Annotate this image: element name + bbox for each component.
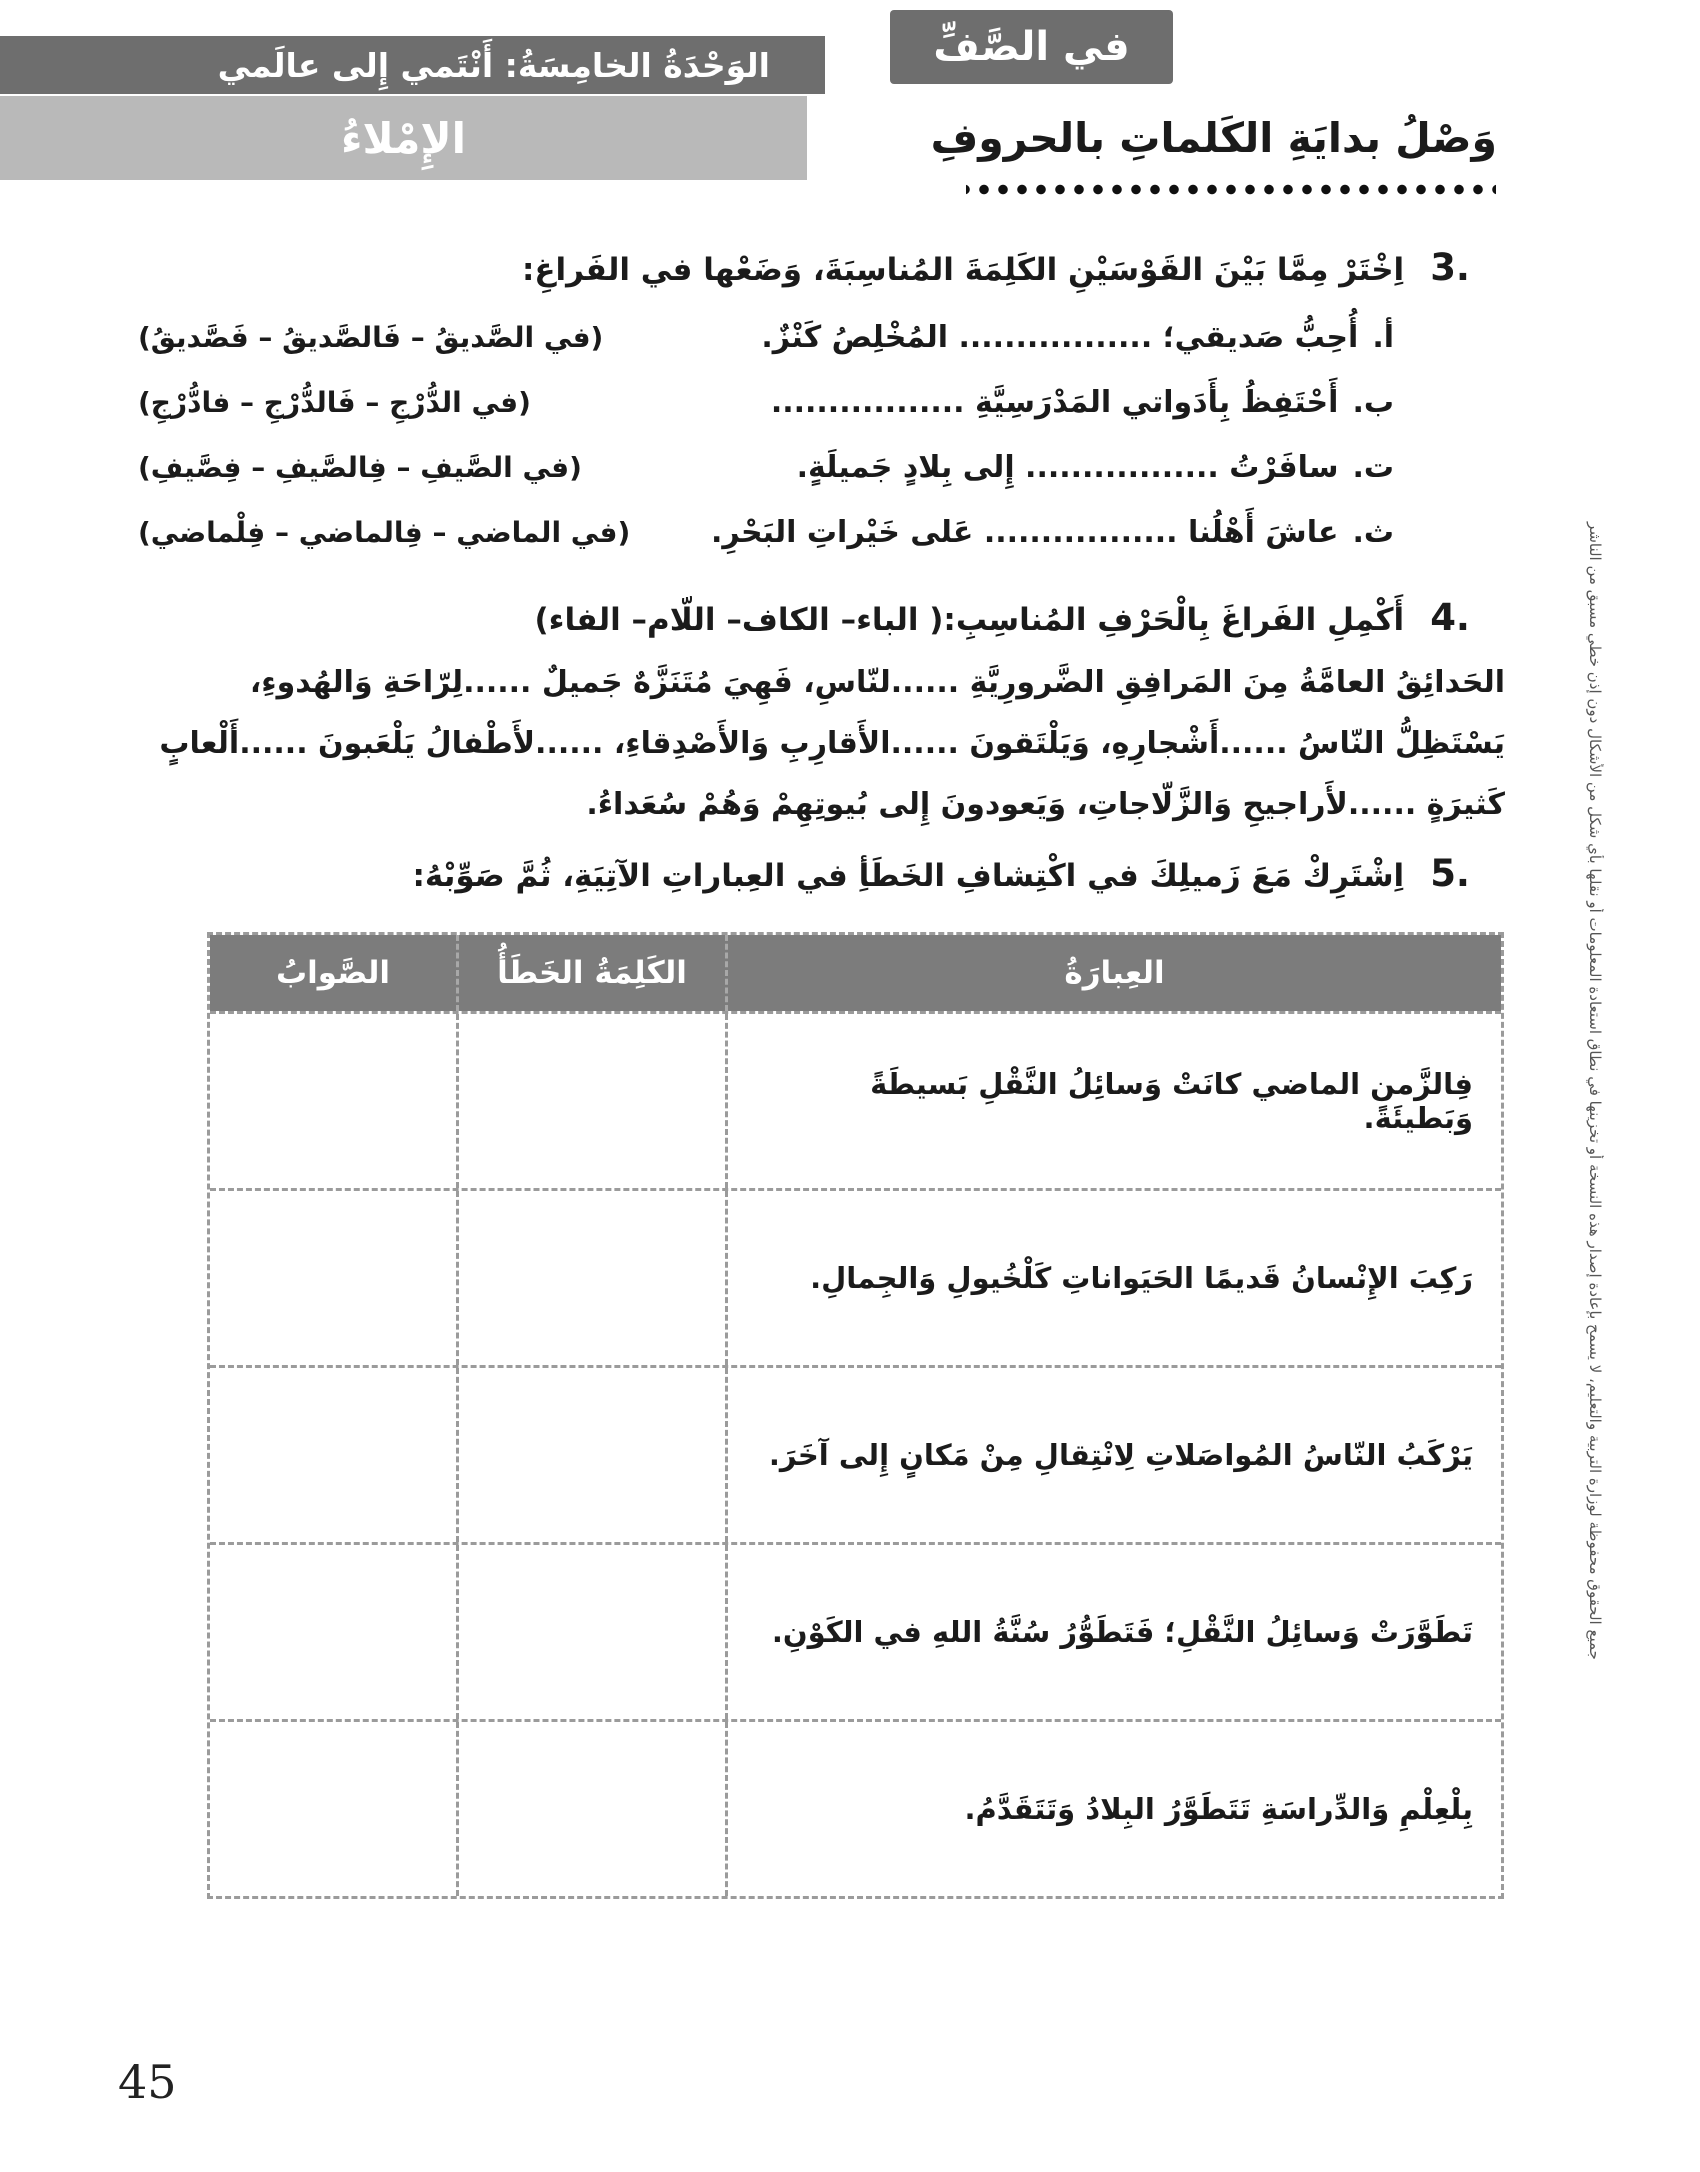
item-text: أَحْتَفِظُ بِأَدَواتي المَدْرَسِيَّةِ .................: [770, 385, 1339, 420]
paragraph-line: يَسْتَظِلُّ النّاسُ ......أَشْجارِهِ، وَيَلْتَقونَ ......الأَقارِبِ وَالأَصْدِقاءِ، ......لأَطْفالُ يَلْعَبونَ ......أَلْعابٍ: [159, 726, 1505, 761]
paragraph-line: الحَدائِقُ العامَّةُ مِنَ المَرافِقِ الضَّرورِيَّةِ ......لنّاسِ، فَهِيَ مُتَنَزَّهٌ جَميلٌ ......لِرّاحَةِ وَالهُدوءِ،: [249, 665, 1505, 700]
item-letter: ب.: [1352, 385, 1394, 420]
wrong-word-cell: [459, 1722, 728, 1896]
unit-banner: [0, 36, 825, 94]
page-number: 45: [118, 2055, 177, 2109]
paragraph-line: كَثيرَةٍ ......لأَراجيحِ وَالزَّلّاجاتِ، وَيَعودونَ إِلى بُيوتِهِمْ وَهُمْ سُعَداءُ.: [586, 787, 1505, 822]
correct-cell: [210, 1368, 459, 1542]
correct-cell: [210, 1014, 459, 1188]
section-label: الإِمْلاءُ: [340, 113, 467, 163]
header-wrong-word: الكَلِمَةُ الخَطَأُ: [459, 935, 728, 1011]
wrong-word-cell: [459, 1014, 728, 1188]
item-text: سافَرْتُ ................. إِلى بِلادٍ جَميلَةٍ.: [796, 450, 1339, 485]
phrase-cell: فِالزَّمن الماضي كانَتْ وَسائِلُ النَّقْلِ بَسيطَةً وَبَطيئَةً.: [870, 1067, 1473, 1135]
wrong-word-cell: [459, 1191, 728, 1365]
correct-cell: [210, 1545, 459, 1719]
exercise3-items: [138, 305, 1394, 565]
table-header-row: [210, 935, 1501, 1011]
item-sentence: [761, 320, 1394, 355]
exercise3-item-b: [138, 370, 1394, 435]
exercise5-header: [413, 852, 1471, 895]
item-letter: أ.: [1372, 320, 1394, 355]
correct-cell: [210, 1191, 459, 1365]
class-banner: [890, 10, 1173, 84]
exercise5-number: 5.: [1430, 852, 1470, 895]
item-options: (في الصَّديقُ – فَالصَّديقُ – فَصَّديقُ): [138, 321, 604, 354]
item-options: (في الصَّيفِ – فِالصَّيفِ – فِصَّيفِ): [138, 451, 582, 484]
item-options: (في الدُّرْجِ – فَالدُّرْجِ – فادُّرْجِ): [138, 386, 531, 419]
wrong-word-cell: [459, 1368, 728, 1542]
phrase-cell: رَكِبَ الإِنْسانُ قَديمًا الحَيَواناتِ كَلْخُيولِ وَالجِمالِ.: [810, 1261, 1473, 1295]
item-options: (في الماضي – فِالماضي – فِلْماضي): [138, 516, 631, 549]
exercise3-item-t: [138, 435, 1394, 500]
wrong-word-cell: [459, 1545, 728, 1719]
exercise4-title: أَكْمِلِ الفَراغَ بِالْحَرْفِ المُناسِبِ:( الباء– الكاف– اللّام– الفاء): [534, 602, 1405, 638]
section-banner: [0, 96, 807, 180]
table-row: [210, 1365, 1501, 1542]
exercise4-paragraph: [136, 652, 1505, 835]
header-correct: الصَّوابُ: [210, 935, 459, 1011]
table-row: [210, 1188, 1501, 1365]
phrase-cell: تَطَوَّرَتْ وَسائِلُ النَّقْلِ؛ فَتَطَوُّرُ سُنَّةُ اللهِ في الكَوْنِ.: [771, 1615, 1473, 1649]
phrase-cell: يَرْكَبُ النّاسُ المُواصَلاتِ لِانْتِقالِ مِنْ مَكانٍ إِلى آخَرَ.: [768, 1438, 1473, 1472]
exercise5-title: اِشْتَرِكْ مَعَ زَميلِكَ في اكْتِشافِ الخَطَأِ في العِباراتِ الآتِيَةِ، ثُمَّ صَوِّبْهُ:: [412, 858, 1405, 894]
exercise3-item-a: [138, 305, 1394, 370]
item-text: عاشَ أَهْلُنا ................. عَلى خَيْراتِ البَحْرِ.: [710, 515, 1339, 550]
unit-title: الوَحْدَةُ الخامِسَةُ: أَنْتَمي إِلى عالَمي: [217, 45, 770, 85]
correct-cell: [210, 1722, 459, 1896]
exercise3-item-th: [138, 500, 1394, 565]
item-sentence: [771, 385, 1394, 420]
copyright-sidebar-text: جميع الحقوق محفوظة لوزارة التربية والتعليم، لا يسمح بإعادة إصدار هذه النسخة أو تخزينها في نطاق استعادة المعلومات أو نقلها بأي شكل من الأشكال دون إذن خطي مسبق من الناشر: [1586, 522, 1604, 1660]
item-sentence: [711, 515, 1394, 550]
phrase-cell: بِلْعِلْمِ وَالدِّراسَةِ تَتَطَوَّرُ البِلادُ وَتَتَقَدَّمُ.: [964, 1792, 1473, 1826]
lesson-title: وَصْلُ بدايَةِ الكَلماتِ بالحروفِ: [930, 114, 1497, 162]
error-correction-table: [207, 932, 1504, 1899]
item-letter: ت.: [1352, 450, 1394, 485]
item-sentence: [797, 450, 1394, 485]
header-phrase: العِبارَةُ: [1064, 955, 1165, 991]
exercise4-number: 4.: [1430, 596, 1470, 639]
table-row: [210, 1542, 1501, 1719]
table-row: [210, 1011, 1501, 1188]
item-text: أُحِبُّ صَديقي؛ ................. المُخْلِصُ كَنْزٌ.: [761, 320, 1359, 355]
exercise3-header: [522, 246, 1470, 289]
exercise4-header: [534, 596, 1470, 639]
table-row: [210, 1719, 1501, 1896]
exercise3-number: 3.: [1430, 246, 1470, 289]
dotted-underline: [966, 182, 1496, 197]
exercise3-title: اِخْتَرْ مِمَّا بَيْنَ القَوْسَيْنِ الكَلِمَةَ المُناسِبَةَ، وَضَعْها في الفَراغِ:: [521, 252, 1405, 288]
item-letter: ث.: [1352, 515, 1394, 550]
class-label: في الصَّفِّ: [933, 24, 1130, 70]
